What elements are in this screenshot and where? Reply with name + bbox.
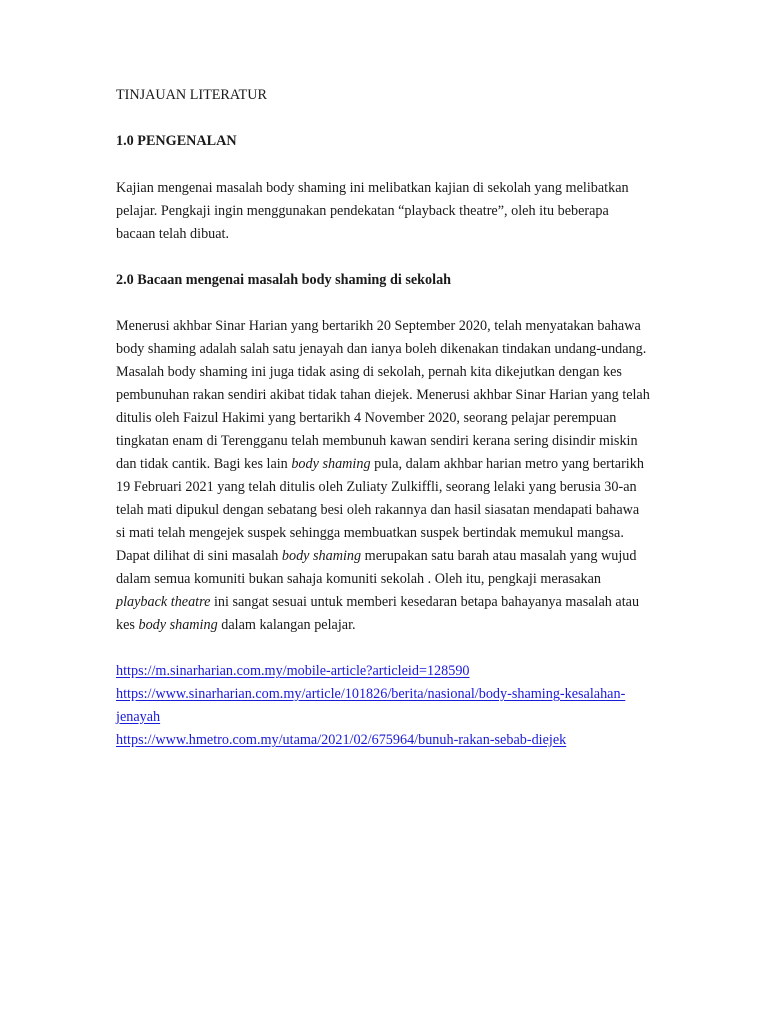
italic-term: body shaming (138, 617, 218, 633)
document-title: TINJAUAN LITERATUR (116, 87, 267, 103)
paragraph-line: bacaan telah dibuat. (116, 226, 230, 242)
text-run: pula, dalam akhbar harian metro yang bertarikh (370, 456, 644, 472)
paragraph-line: si mati telah mengejek suspek sehingga membuatkan suspek bertindak memukul mangsa. (116, 525, 624, 541)
text-run: ini sangat sesuai untuk memberi kesedaran betapa bahayanya masalah atau (210, 594, 640, 610)
paragraph-line: pembunuhan rakan sendiri akibat tidak tahan diejek. Menerusi akhbar Sinar Harian yang telah (116, 387, 650, 403)
text-run: kes (116, 617, 139, 633)
paragraph-line: ditulis oleh Faizul Hakimi yang bertarikh 4 November 2020, seorang pelajar perempuan (116, 410, 617, 426)
paragraph-line (116, 593, 639, 611)
text-run: merupakan satu barah atau masalah yang wujud (361, 548, 637, 564)
text-run: dalam kalangan pelajar. (217, 617, 356, 633)
paragraph-line (116, 547, 636, 565)
paragraph-line: Kajian mengenai masalah body shaming ini melibatkan kajian di sekolah yang melibatkan (116, 180, 629, 196)
reference-link-hmetro[interactable]: https://www.hmetro.com.my/utama/2021/02/675964/bunuh-rakan-sebab-diejek (116, 732, 567, 748)
reference-link-sinarharian-mobile[interactable]: https://m.sinarharian.com.my/mobile-article?articleid=128590 (116, 663, 470, 679)
paragraph-line: 19 Februari 2021 yang telah ditulis oleh Zuliaty Zulkiffli, seorang lelaki yang berusia 30-an (116, 479, 637, 495)
italic-term: playback theatre (116, 594, 211, 610)
paragraph-line: Menerusi akhbar Sinar Harian yang bertarikh 20 September 2020, telah menyatakan bahawa (116, 318, 641, 334)
reference-link-sinarharian[interactable]: https://www.sinarharian.com.my/article/101826/berita/nasional/body-shaming-kesalahan- (116, 686, 626, 702)
section-1-heading: 1.0 PENGENALAN (116, 133, 237, 149)
paragraph-line (116, 616, 356, 634)
italic-term: body shaming (281, 548, 362, 564)
italic-term: body shaming (291, 456, 371, 472)
section-2-heading: 2.0 Bacaan mengenai masalah body shaming di sekolah (116, 272, 452, 288)
paragraph-line: Masalah body shaming ini juga tidak asing di sekolah, pernah kita dikejutkan dengan kes (116, 364, 622, 380)
paragraph-line: tingkatan enam di Terengganu telah membunuh kawan sendiri kerana sering disindir miskin (116, 433, 638, 449)
paragraph-line (116, 455, 644, 473)
reference-link-sinarharian-continued[interactable]: jenayah (116, 709, 161, 725)
paragraph-line: telah mati dipukul dengan sebatang besi oleh rakannya dan hasil siasatan mendapati bahawa (116, 502, 640, 518)
text-run: Dapat dilihat di sini masalah (116, 548, 282, 564)
paragraph-line: pelajar. Pengkaji ingin menggunakan pendekatan “playback theatre”, oleh itu beberapa (116, 203, 609, 219)
text-run: dan tidak cantik. Bagi kes lain (116, 456, 292, 472)
paragraph-line: body shaming adalah salah satu jenayah dan ianya boleh dikenakan tindakan undang-undang. (116, 341, 647, 357)
paragraph-line: dalam semua komuniti bukan sahaja komuniti sekolah . Oleh itu, pengkaji merasakan (116, 571, 602, 587)
